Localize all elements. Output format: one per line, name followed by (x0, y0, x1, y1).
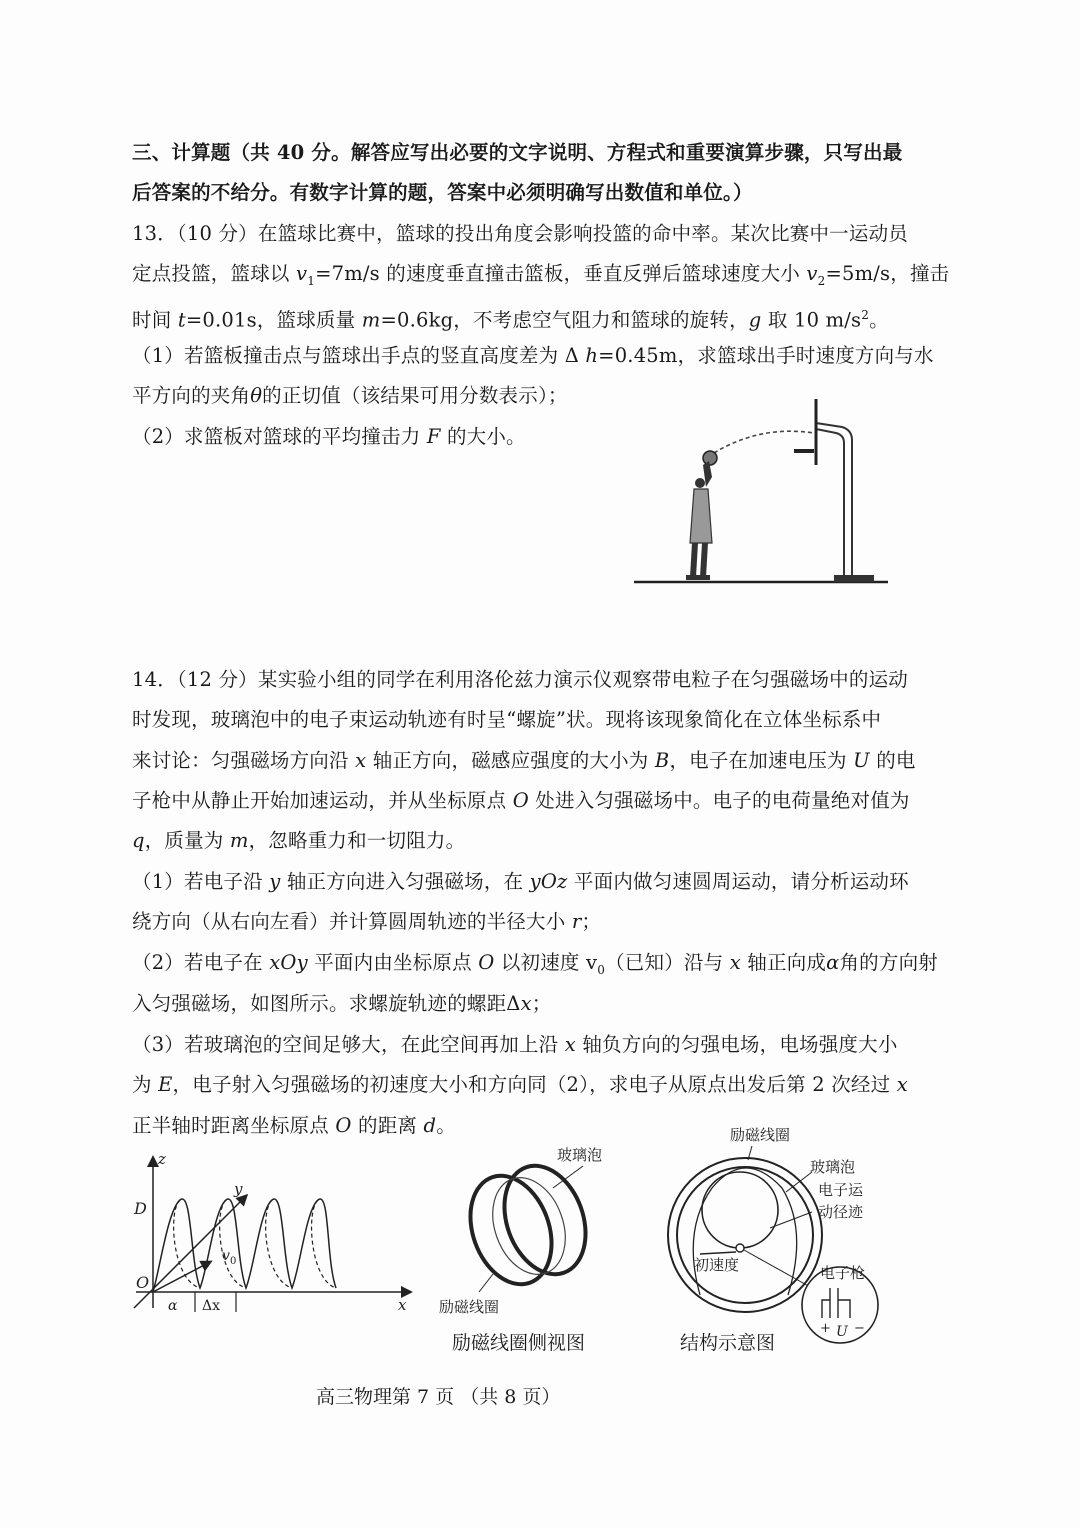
label-path-1: 电子运 (818, 1181, 864, 1199)
label-gun: 电子枪 (820, 1264, 866, 1282)
pointer-gun (744, 1250, 812, 1288)
hoop-pole (816, 423, 852, 575)
helix-figure (128, 1150, 428, 1325)
gun-point (736, 1244, 744, 1252)
q13-part1-line2: 平方向的夹角θ的正切值（该结果可用分数表示）； (132, 384, 568, 407)
q14-part2-line1: （2）若电子在 xOy 平面内由坐标原点 O 以初速度 $v_0$（已知）沿与 x 轴正向成α角的方向射 (132, 951, 938, 977)
q14-header: 14．（12 分）某实验小组的同学在利用洛伦兹力演示仪观察带电粒子在匀强磁场中的运动 (132, 668, 908, 691)
q14-line3: 来讨论：匀强磁场方向沿 x 轴正方向，磁感应强度的大小为 B，电子在加速电压为 U 的电 (132, 749, 916, 772)
q14-part3-line3: 正半轴时距离坐标原点 O 的距离 d。 (132, 1114, 456, 1137)
pointer-coil (479, 1274, 493, 1292)
label-minus: − (854, 1321, 865, 1336)
label-bulb: 玻璃泡 (810, 1158, 856, 1176)
q14-part1-line1: （1）若电子沿 y 轴正方向进入匀强磁场，在 yOz 平面内做匀速圆周运动，请分析运动环 (132, 870, 909, 893)
section-title-line2: 后答案的不给分。有数字计算的题，答案中必须明确写出数值和单位。） (132, 181, 753, 204)
q14-line5: q，质量为 m，忽略重力和一切阻力。 (132, 829, 466, 852)
structure-figure (660, 1120, 900, 1345)
player-icon (686, 461, 712, 580)
q14-line2: 时发现，玻璃泡中的电子束运动轨迹有时呈“螺旋”状。现将该现象简化在立体坐标系中 (132, 708, 882, 731)
label-v0: v (222, 1248, 230, 1264)
label-path-2: 动径迹 (818, 1203, 864, 1221)
label-v0-sub: 0 (230, 1256, 237, 1267)
rim (794, 449, 814, 453)
label-alpha: α (168, 1298, 178, 1314)
label-bulb: 玻璃泡 (557, 1146, 603, 1164)
coil-outer (668, 1158, 822, 1312)
q14-part3-line1: （3）若玻璃泡的空间足够大，在此空间再加上沿 x 轴负方向的匀强电场，电场强度大小 (132, 1033, 898, 1056)
q14-part3-line2: 为 E，电子射入匀强磁场的初速度大小和方向同（2），求电子从原点出发后第 2 次经过 x (132, 1073, 908, 1096)
basketball-figure (630, 395, 900, 595)
label-v0: 初速度 (694, 1256, 740, 1274)
coil-side-caption: 励磁线圈侧视图 (452, 1332, 586, 1354)
label-dx: Δx (202, 1298, 221, 1314)
label-O: O (136, 1273, 150, 1292)
page-footer: 高三物理第 7 页 （共 8 页） (316, 1386, 561, 1408)
label-y: y (234, 1180, 243, 1198)
hoop-base (834, 575, 874, 582)
section-title-line1: 三、计算题（共 40 分。解答应写出必要的文字说明、方程式和重要演算步骤，只写出最 (132, 141, 903, 164)
electron-path (702, 1172, 778, 1248)
pointer-bulb (786, 1172, 812, 1192)
q13-header: 13．（10 分）在篮球比赛中，篮球的投出角度会影响投篮的命中率。某次比赛中一运动员 (132, 222, 908, 245)
basketball-icon (703, 451, 717, 465)
q14-line4: 子枪中从静止开始加速运动，并从坐标原点 O 处进入匀强磁场中。电子的电荷量绝对值为 (132, 789, 910, 812)
q13-part2: （2）求篮板对篮球的平均撞击力 F 的大小。 (132, 425, 526, 448)
q13-part1-line1: （1）若篮板撞击点与篮球出手点的竖直高度差为 Δ h=0.45m，求篮球出手时速度方向与水 (132, 344, 934, 367)
glass-bulb (480, 1167, 578, 1284)
label-coil: 励磁线圈 (439, 1298, 500, 1316)
v0-arrow (700, 1252, 736, 1254)
q14-part2-line2: 入匀强磁场，如图所示。求螺旋轨迹的螺距Δx； (132, 992, 552, 1015)
label-U: U (836, 1324, 848, 1340)
q14-part1-line2: 绕方向（从右向左看）并计算圆周轨迹的半径大小 r； (132, 910, 602, 933)
label-z: z (158, 1150, 166, 1168)
q13-line2: 定点投篮，篮球以 $v_1=7m/s$ 的速度垂直撞击篮板，垂直反弹后篮球速度大小 $v_2=5m/s$，撞击 (132, 262, 950, 288)
label-D: D (134, 1199, 147, 1218)
label-x: x (398, 1296, 407, 1314)
q13-line3: 时间 t=0.01s，篮球质量 m=0.6kg，不考虑空气阻力和篮球的旋转，g 取 10 $m/s^2$。 (132, 308, 889, 332)
v0-vector (153, 1262, 210, 1292)
coil-side-figure (435, 1142, 625, 1322)
structure-caption: 结构示意图 (680, 1332, 776, 1354)
label-coil-top: 励磁线圈 (730, 1126, 791, 1144)
label-plus: + (820, 1321, 831, 1336)
